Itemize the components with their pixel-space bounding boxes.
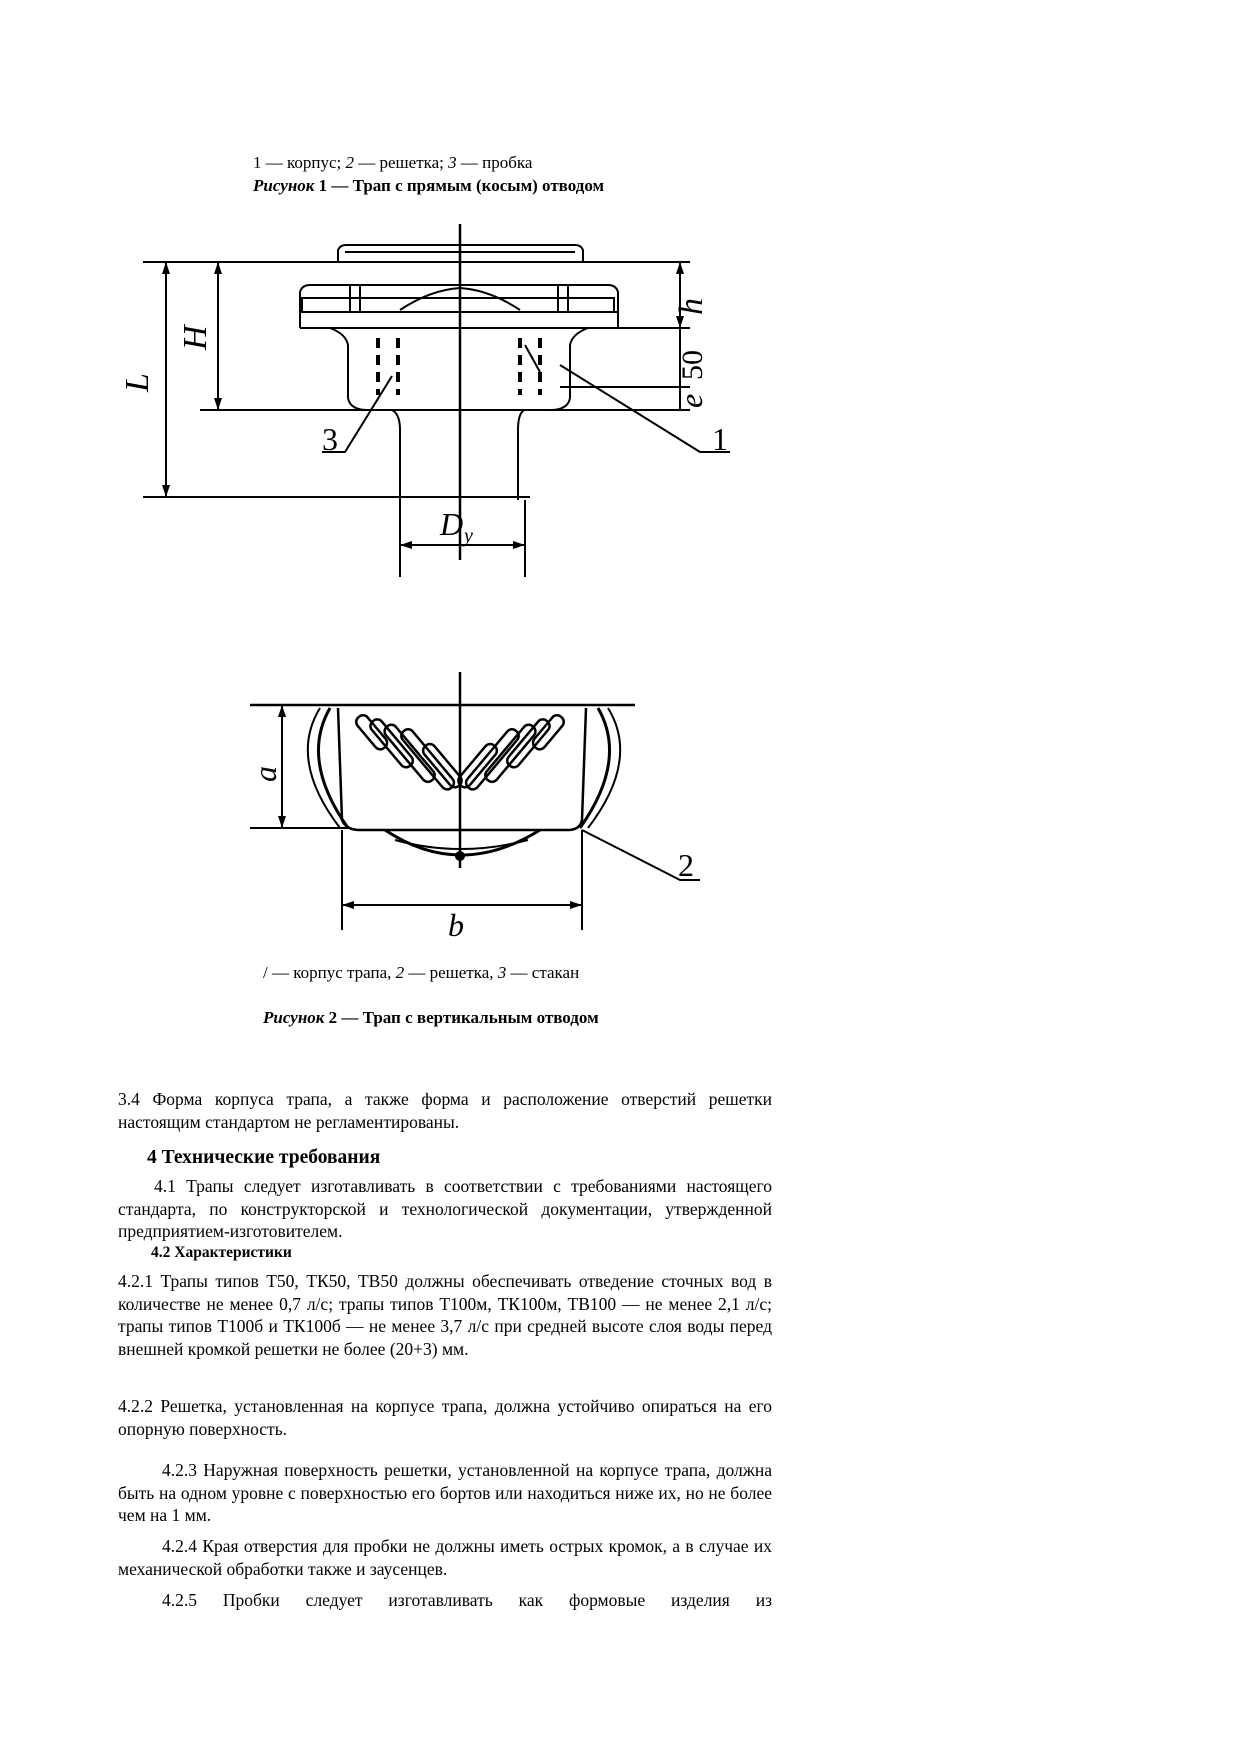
section-heading-4: 4 Технические требования [147, 1147, 381, 1168]
paragraph-4-2-2: 4.2.2 Решетка, установленная на корпусе трапа, должна устойчиво опираться на его опорную поверхность. [118, 1396, 772, 1439]
callout-3: 3 [322, 421, 338, 457]
paragraph-4-1: 4.1 Трапы следует изготавливать в соответствии с требованиями настоящего стандарта, по конструкторской и технологической документации, утвержденной предприятием-изготовителем. [118, 1176, 772, 1241]
dim-a-label: a [247, 766, 283, 782]
subsection-heading-4-2: 4.2 Характеристики [151, 1244, 292, 1261]
paragraph-4-2-1: 4.2.1 Трапы типов Т50, ТК50, ТВ50 должны обеспечивать отведение сточных вод в количестве не менее 0,7 л/с; трапы типов Т100м, ТК100м, ТВ100 — не менее 2,1 л/с; трапы типов Т100б и ТК100б — не менее 3,7 л/с при средней высоте слоя воды перед внешней кромкой решетки не более (20+3) мм. [118, 1271, 772, 1359]
figure1-legend: 1 — корпус; 2 — решетка; 3 — пробка [253, 153, 533, 172]
callout-2: 2 [678, 847, 694, 883]
callout-1: 1 [712, 421, 728, 457]
figure2-drawing [0, 660, 1240, 950]
dim-L-label: L [119, 373, 156, 392]
paragraph-4-2-5: 4.2.5 Пробки следует изготавливать как формовые изделия из [162, 1590, 772, 1610]
dim-Dy-label: D [440, 506, 464, 542]
dim-Dy-subscript: y [464, 525, 473, 547]
figure1-caption: Рисунок 1 — Трап с прямым (косым) отводом [253, 176, 605, 195]
dim-b-label: b [448, 907, 464, 943]
paragraph-3-4: 3.4 Форма корпуса трапа, а также форма и расположение отверстий решетки настоящим стандартом не регламентированы. [118, 1089, 772, 1132]
dim-H-label: H [177, 325, 214, 350]
dim-h-label: h [673, 298, 710, 315]
paragraph-4-2-3: 4.2.3 Наружная поверхность решетки, установленной на корпусе трапа, должна быть на одном уровне с поверхностью его бортов или находиться ниже их, но не более чем на 1 мм. [118, 1460, 772, 1525]
dim-e-label: e [673, 393, 709, 408]
figure1-drawing [0, 0, 1240, 600]
figure2-caption: Рисунок 2 — Трап с вертикальным отводом [263, 1008, 599, 1027]
dim-50-label: 50 [676, 350, 709, 380]
paragraph-4-2-4: 4.2.4 Края отверстия для пробки не должны иметь острых кромок, а в случае их механической обработки также и заусенцев. [118, 1536, 772, 1579]
figure2-legend: / — корпус трапа, 2 — решетка, 3 — стакан [263, 963, 580, 982]
